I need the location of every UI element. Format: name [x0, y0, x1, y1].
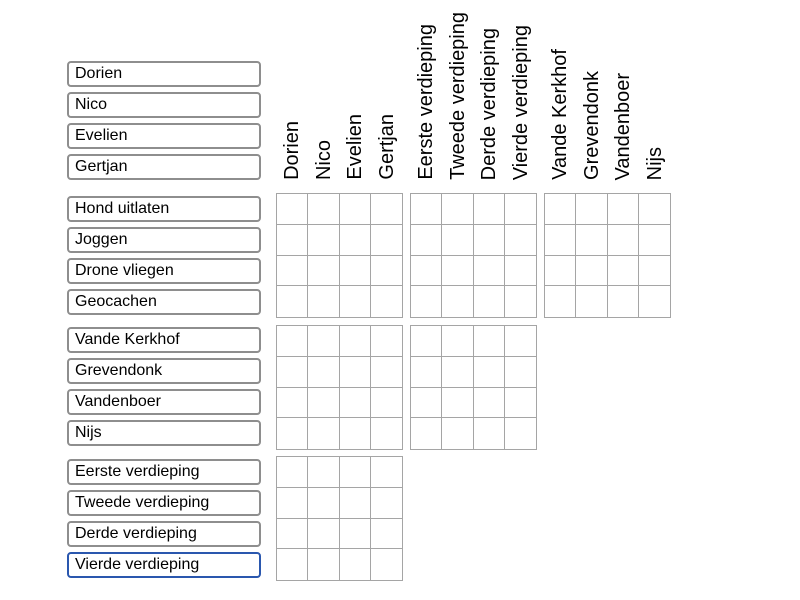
grid-cell[interactable]: [442, 357, 473, 388]
grid-cell[interactable]: [545, 225, 576, 256]
box-evelien[interactable]: Evelien: [67, 123, 261, 149]
column-header-cell: [410, 0, 442, 182]
grid-floors-vs-names: [276, 456, 403, 581]
row-labels-activities: [67, 196, 261, 315]
grid-cell[interactable]: [371, 488, 402, 519]
column-headers-surnames: [544, 0, 671, 182]
grid-cell[interactable]: [639, 286, 670, 317]
grid-cell[interactable]: [308, 488, 339, 519]
grid-cell[interactable]: [340, 418, 371, 449]
box-grevendonk[interactable]: Grevendonk: [67, 358, 261, 384]
grid-cell[interactable]: [576, 286, 607, 317]
col-header-vandenboer: Vandenboer: [612, 72, 635, 180]
grid-cell[interactable]: [545, 286, 576, 317]
box-dorien[interactable]: Dorien: [67, 61, 261, 87]
grid-cell[interactable]: [442, 326, 473, 357]
col-header-dorien: Dorien: [280, 121, 303, 180]
grid-cell[interactable]: [442, 194, 473, 225]
grid-cell[interactable]: [411, 418, 442, 449]
column-header-cell: [576, 0, 608, 182]
grid-cell[interactable]: [442, 256, 473, 287]
col-header-gertjan: Gertjan: [376, 114, 399, 180]
grid-cell[interactable]: [340, 194, 371, 225]
grid-cell[interactable]: [371, 194, 402, 225]
box-derde-verdieping[interactable]: Derde verdieping: [67, 521, 261, 547]
grid-cell[interactable]: [411, 225, 442, 256]
grid-surnames-vs-floors: [410, 325, 537, 450]
grid-cell[interactable]: [411, 326, 442, 357]
grid-cell[interactable]: [340, 326, 371, 357]
grid-cell[interactable]: [639, 256, 670, 287]
grid-cell[interactable]: [505, 225, 536, 256]
grid-cell[interactable]: [371, 388, 402, 419]
grid-cell[interactable]: [474, 286, 505, 317]
grid-cell[interactable]: [411, 286, 442, 317]
box-vierde-verdieping[interactable]: Vierde verdieping: [67, 552, 261, 578]
grid-cell[interactable]: [474, 326, 505, 357]
grid-cell[interactable]: [505, 418, 536, 449]
box-geocachen[interactable]: Geocachen: [67, 289, 261, 315]
col-header-evelien: Evelien: [344, 114, 367, 180]
grid-cell[interactable]: [340, 519, 371, 550]
grid-cell[interactable]: [277, 357, 308, 388]
grid-activities-vs-names: [276, 193, 403, 318]
grid-cell[interactable]: [340, 457, 371, 488]
column-header-cell: [442, 0, 474, 182]
grid-cell[interactable]: [474, 388, 505, 419]
box-vandenboer[interactable]: Vandenboer: [67, 389, 261, 415]
box-gertjan[interactable]: Gertjan: [67, 154, 261, 180]
column-header-cell: [608, 0, 640, 182]
grid-cell[interactable]: [505, 256, 536, 287]
grid-cell[interactable]: [277, 286, 308, 317]
grid-cell[interactable]: [340, 357, 371, 388]
box-eerste-verdieping[interactable]: Eerste verdieping: [67, 459, 261, 485]
grid-cell[interactable]: [505, 357, 536, 388]
grid-cell[interactable]: [340, 256, 371, 287]
grid-cell[interactable]: [608, 256, 639, 287]
grid-cell[interactable]: [442, 286, 473, 317]
grid-cell[interactable]: [505, 326, 536, 357]
grid-cell[interactable]: [442, 225, 473, 256]
grid-cell[interactable]: [505, 388, 536, 419]
grid-cell[interactable]: [308, 256, 339, 287]
grid-cell[interactable]: [576, 256, 607, 287]
grid-cell[interactable]: [340, 549, 371, 580]
grid-cell[interactable]: [308, 418, 339, 449]
column-header-cell: [505, 0, 537, 182]
grid-cell[interactable]: [308, 457, 339, 488]
grid-cell[interactable]: [411, 357, 442, 388]
grid-cell[interactable]: [340, 488, 371, 519]
grid-cell[interactable]: [442, 418, 473, 449]
grid-cell[interactable]: [639, 194, 670, 225]
col-header-vierde-verdieping: Vierde verdieping: [510, 24, 533, 180]
row-labels-floors: [67, 459, 261, 578]
col-header-nico: Nico: [312, 139, 335, 180]
grid-cell[interactable]: [371, 357, 402, 388]
grid-cell[interactable]: [371, 457, 402, 488]
grid-cell[interactable]: [277, 549, 308, 580]
col-header-nijs: Nijs: [644, 146, 667, 180]
column-header-cell: [544, 0, 576, 182]
column-headers-floors: [410, 0, 537, 182]
column-headers-names: [276, 0, 403, 182]
grid-cell[interactable]: [277, 488, 308, 519]
grid-cell[interactable]: [340, 286, 371, 317]
box-drone-vliegen[interactable]: Drone vliegen: [67, 258, 261, 284]
grid-cell[interactable]: [308, 194, 339, 225]
grid-cell[interactable]: [371, 256, 402, 287]
grid-cell[interactable]: [411, 388, 442, 419]
grid-cell[interactable]: [277, 418, 308, 449]
column-header-cell: [639, 0, 671, 182]
grid-cell[interactable]: [411, 256, 442, 287]
grid-cell[interactable]: [308, 225, 339, 256]
col-header-vande-kerkhof: Vande Kerkhof: [548, 49, 571, 180]
grid-activities-vs-surnames: [544, 193, 671, 318]
grid-cell[interactable]: [474, 256, 505, 287]
col-header-derde-verdieping: Derde verdieping: [478, 27, 501, 180]
grid-cell[interactable]: [277, 256, 308, 287]
grid-cell[interactable]: [371, 225, 402, 256]
grid-cell[interactable]: [340, 388, 371, 419]
grid-cell[interactable]: [474, 225, 505, 256]
column-header-cell: [371, 0, 403, 182]
row-labels-names: [67, 61, 261, 180]
grid-cell[interactable]: [277, 194, 308, 225]
grid-cell[interactable]: [277, 457, 308, 488]
grid-cell[interactable]: [576, 194, 607, 225]
grid-cell[interactable]: [639, 225, 670, 256]
grid-cell[interactable]: [474, 357, 505, 388]
column-header-cell: [276, 0, 308, 182]
grid-cell[interactable]: [308, 549, 339, 580]
grid-cell[interactable]: [474, 418, 505, 449]
grid-activities-vs-floors: [410, 193, 537, 318]
col-header-grevendonk: Grevendonk: [580, 71, 603, 180]
box-nijs[interactable]: Nijs: [67, 420, 261, 446]
grid-cell[interactable]: [308, 519, 339, 550]
grid-cell[interactable]: [608, 225, 639, 256]
column-header-cell: [474, 0, 506, 182]
grid-cell[interactable]: [308, 388, 339, 419]
grid-cell[interactable]: [308, 357, 339, 388]
grid-cell[interactable]: [277, 388, 308, 419]
box-hond-uitlaten[interactable]: Hond uitlaten: [67, 196, 261, 222]
box-nico[interactable]: Nico: [67, 92, 261, 118]
row-labels-surnames: [67, 327, 261, 446]
grid-cell[interactable]: [608, 194, 639, 225]
grid-cell[interactable]: [371, 418, 402, 449]
grid-cell[interactable]: [277, 519, 308, 550]
grid-cell[interactable]: [608, 286, 639, 317]
grid-cell[interactable]: [505, 194, 536, 225]
column-header-cell: [308, 0, 340, 182]
col-header-tweede-verdieping: Tweede verdieping: [446, 12, 469, 180]
grid-cell[interactable]: [277, 326, 308, 357]
grid-cell[interactable]: [308, 286, 339, 317]
grid-cell[interactable]: [545, 256, 576, 287]
grid-cell[interactable]: [474, 194, 505, 225]
box-joggen[interactable]: Joggen: [67, 227, 261, 253]
grid-cell[interactable]: [505, 286, 536, 317]
grid-cell[interactable]: [371, 326, 402, 357]
grid-cell[interactable]: [308, 326, 339, 357]
grid-cell[interactable]: [411, 194, 442, 225]
grid-cell[interactable]: [371, 286, 402, 317]
column-header-cell: [340, 0, 372, 182]
grid-cell[interactable]: [576, 225, 607, 256]
grid-cell[interactable]: [442, 388, 473, 419]
box-tweede-verdieping[interactable]: Tweede verdieping: [67, 490, 261, 516]
grid-cell[interactable]: [277, 225, 308, 256]
grid-cell[interactable]: [371, 519, 402, 550]
grid-surnames-vs-names: [276, 325, 403, 450]
grid-cell[interactable]: [371, 549, 402, 580]
box-vande-kerkhof[interactable]: Vande Kerkhof: [67, 327, 261, 353]
grid-cell[interactable]: [545, 194, 576, 225]
grid-cell[interactable]: [340, 225, 371, 256]
col-header-eerste-verdieping: Eerste verdieping: [414, 24, 437, 180]
